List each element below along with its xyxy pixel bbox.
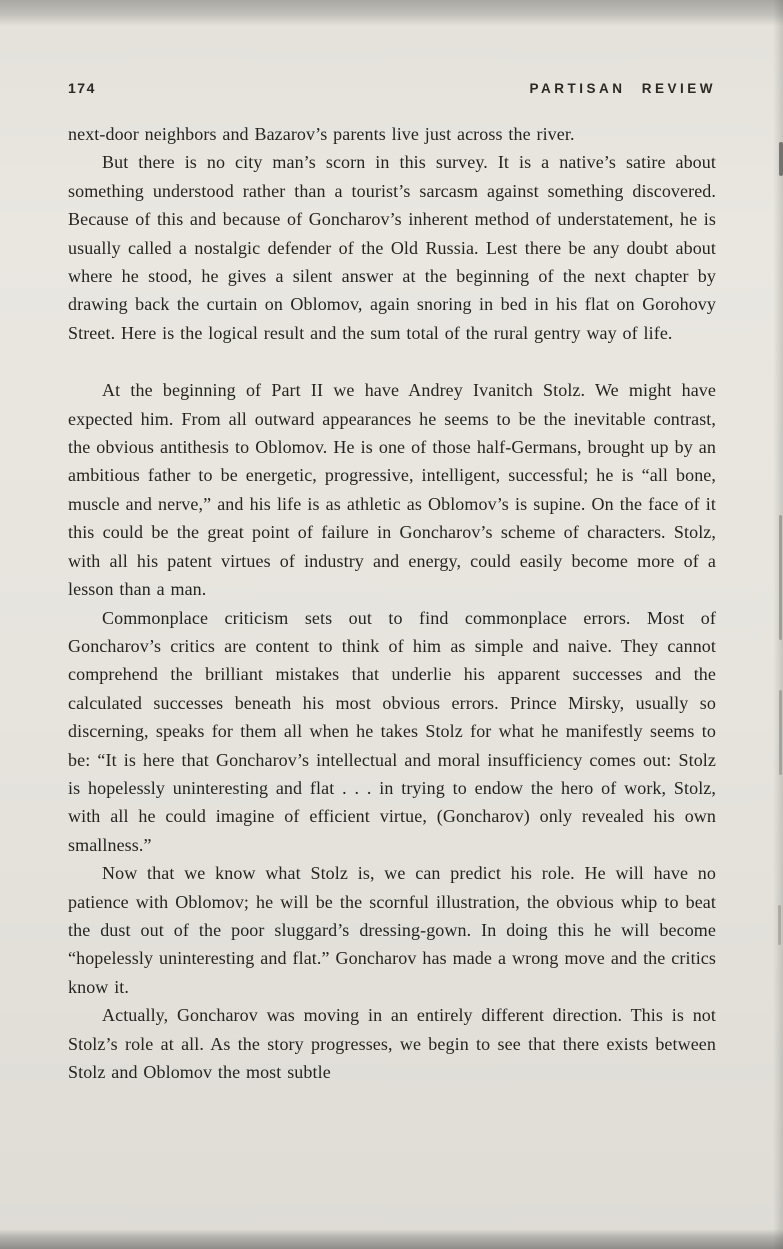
paragraph: Actually, Goncharov was moving in an entirely different direction. This is not Stolz’s role at all. As the story progresses, we begin to see that there exists between Stolz and Oblomov the most subtle: [68, 1005, 716, 1082]
paragraph: Commonplace criticism sets out to find commonplace errors. Most of Goncharov’s critics are content to think of him as simple and naive. They cannot comprehend the brilliant mistakes that underlie his apparent successes and the calculated successes beneath his most obvious errors. Prince Mirsky, usually so discerning, speaks for them all when he takes Stolz for what he manifestly seems to be: “It is here that Goncharov’s intellectual and moral insufficiency comes out: Stolz is hopelessly uninteresting and flat . . . in trying to endow the hero of work, Stolz, with all he could imagine of efficient virtue, (Goncharov) only revealed his own smallness.”: [68, 607, 716, 855]
paragraph: At the beginning of Part II we have Andrey Ivanitch Stolz. We might have expected him. From all outward appearances he seems to be the inevitable contrast, the obvious antithesis to Oblomov. He is one of those half-Germans, brought up by an ambitious father to be energetic, progressive, intelligent, successful; he is “all bone, muscle and nerve,” and his life is as athletic as Oblomov’s is supine. On the face of it this could be the great point of failure in Goncharov’s scheme of characters. Stolz, with all his patent virtues of industry and energy, could easily become more of a lesson than a man.: [68, 380, 716, 600]
paragraph: Now that we know what Stolz is, we can predict his role. He will have no patience with Oblomov; he will be the scornful illustration, the obvious whip to beat the dust out of the poor sluggard’s dressing-gown. In doing this he will become “hopelessly uninteresting and flat.” Goncharov has made a wrong move and the critics know it.: [68, 863, 716, 997]
running-header: [68, 80, 716, 96]
paragraph-continuation: next-door neighbors and Bazarov’s parents live just across the river.: [68, 124, 575, 144]
scan-edge-top: [0, 0, 783, 26]
paragraph: But there is no city man’s scorn in this survey. It is a native’s satire about something understood rather than a tourist’s sarcasm against something discovered. Because of this and because of Goncharov’s inherent method of understatement, he is usually called a nostalgic defender of the Old Russia. Lest there be any doubt about where he stood, he gives a silent answer at the beginning of the next chapter by drawing back the curtain on Oblomov, again snoring in bed in his flat on Gorohovy Street. Here is the logical result and the sum total of the rural gentry way of life.: [68, 152, 716, 343]
page-body: [68, 120, 716, 1086]
scan-artifact: [779, 515, 782, 640]
scan-artifact: [779, 690, 782, 775]
scan-artifact: [779, 142, 783, 176]
journal-title: PARTISAN REVIEW: [529, 81, 716, 96]
scan-edge-bottom: [0, 1229, 783, 1249]
page-number: 174: [68, 80, 96, 96]
scan-artifact: [778, 905, 781, 945]
